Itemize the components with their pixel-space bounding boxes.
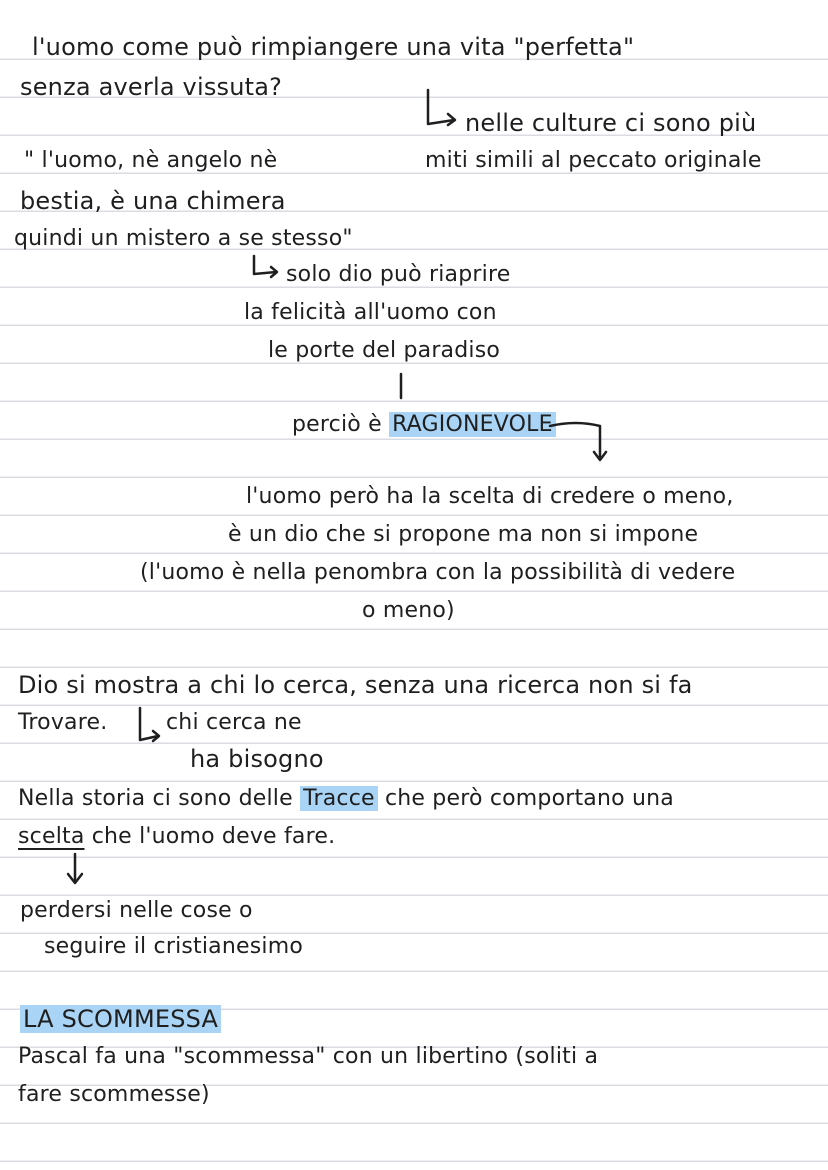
note-text: Nella storia ci sono delle bbox=[18, 786, 293, 811]
note-line: ha bisogno bbox=[190, 745, 324, 773]
note-line: senza averla vissuta? bbox=[20, 73, 283, 101]
note-text: perciò è bbox=[292, 412, 382, 437]
note-line: la felicità all'uomo con bbox=[244, 300, 497, 325]
section-heading bbox=[20, 1004, 221, 1034]
note-line: perdersi nelle cose o bbox=[20, 898, 253, 923]
note-text: che però comportano una bbox=[384, 786, 674, 811]
vertical-line-icon bbox=[396, 372, 406, 400]
highlight-ragionevole: RAGIONEVOLE bbox=[389, 412, 556, 437]
note-line: l'uomo come può rimpiangere una vita "perfetta" bbox=[32, 33, 635, 61]
note-line: è un dio che si propone ma non si impone bbox=[228, 522, 699, 547]
note-line: le porte del paradiso bbox=[268, 338, 501, 363]
arrow-down-right-icon bbox=[546, 416, 616, 468]
note-line bbox=[292, 410, 556, 440]
note-line: quindi un mistero a se stesso" bbox=[14, 226, 353, 251]
note-line: bestia, è una chimera bbox=[20, 187, 286, 215]
note-line: miti simili al peccato originale bbox=[425, 148, 762, 173]
note-line: chi cerca ne bbox=[166, 710, 302, 735]
arrow-icon bbox=[132, 706, 164, 748]
note-text: che l'uomo deve fare. bbox=[91, 824, 336, 849]
arrow-icon bbox=[420, 88, 460, 132]
highlight-heading: LA SCOMMESSA bbox=[20, 1005, 221, 1033]
note-line: " l'uomo, nè angelo nè bbox=[24, 148, 278, 173]
note-line: o meno) bbox=[362, 598, 455, 623]
note-line bbox=[18, 784, 674, 814]
note-line: solo dio può riaprire bbox=[286, 262, 511, 287]
arrow-down-icon bbox=[60, 852, 90, 888]
underlined-scelta: scelta bbox=[18, 824, 85, 849]
note-line bbox=[18, 822, 335, 852]
note-line: l'uomo però ha la scelta di credere o meno, bbox=[246, 484, 734, 509]
note-line: seguire il cristianesimo bbox=[44, 934, 304, 959]
note-line: fare scommesse) bbox=[18, 1082, 210, 1107]
note-line: (l'uomo è nella penombra con la possibilità di vedere bbox=[140, 560, 736, 585]
note-line: Pascal fa una "scommessa" con un libertino (soliti a bbox=[18, 1044, 599, 1069]
note-line: Dio si mostra a chi lo cerca, senza una ricerca non si fa bbox=[18, 671, 693, 699]
note-line: nelle culture ci sono più bbox=[465, 109, 757, 137]
note-line: Trovare. bbox=[18, 710, 108, 735]
highlight-tracce: Tracce bbox=[300, 786, 378, 811]
arrow-icon bbox=[250, 254, 282, 282]
